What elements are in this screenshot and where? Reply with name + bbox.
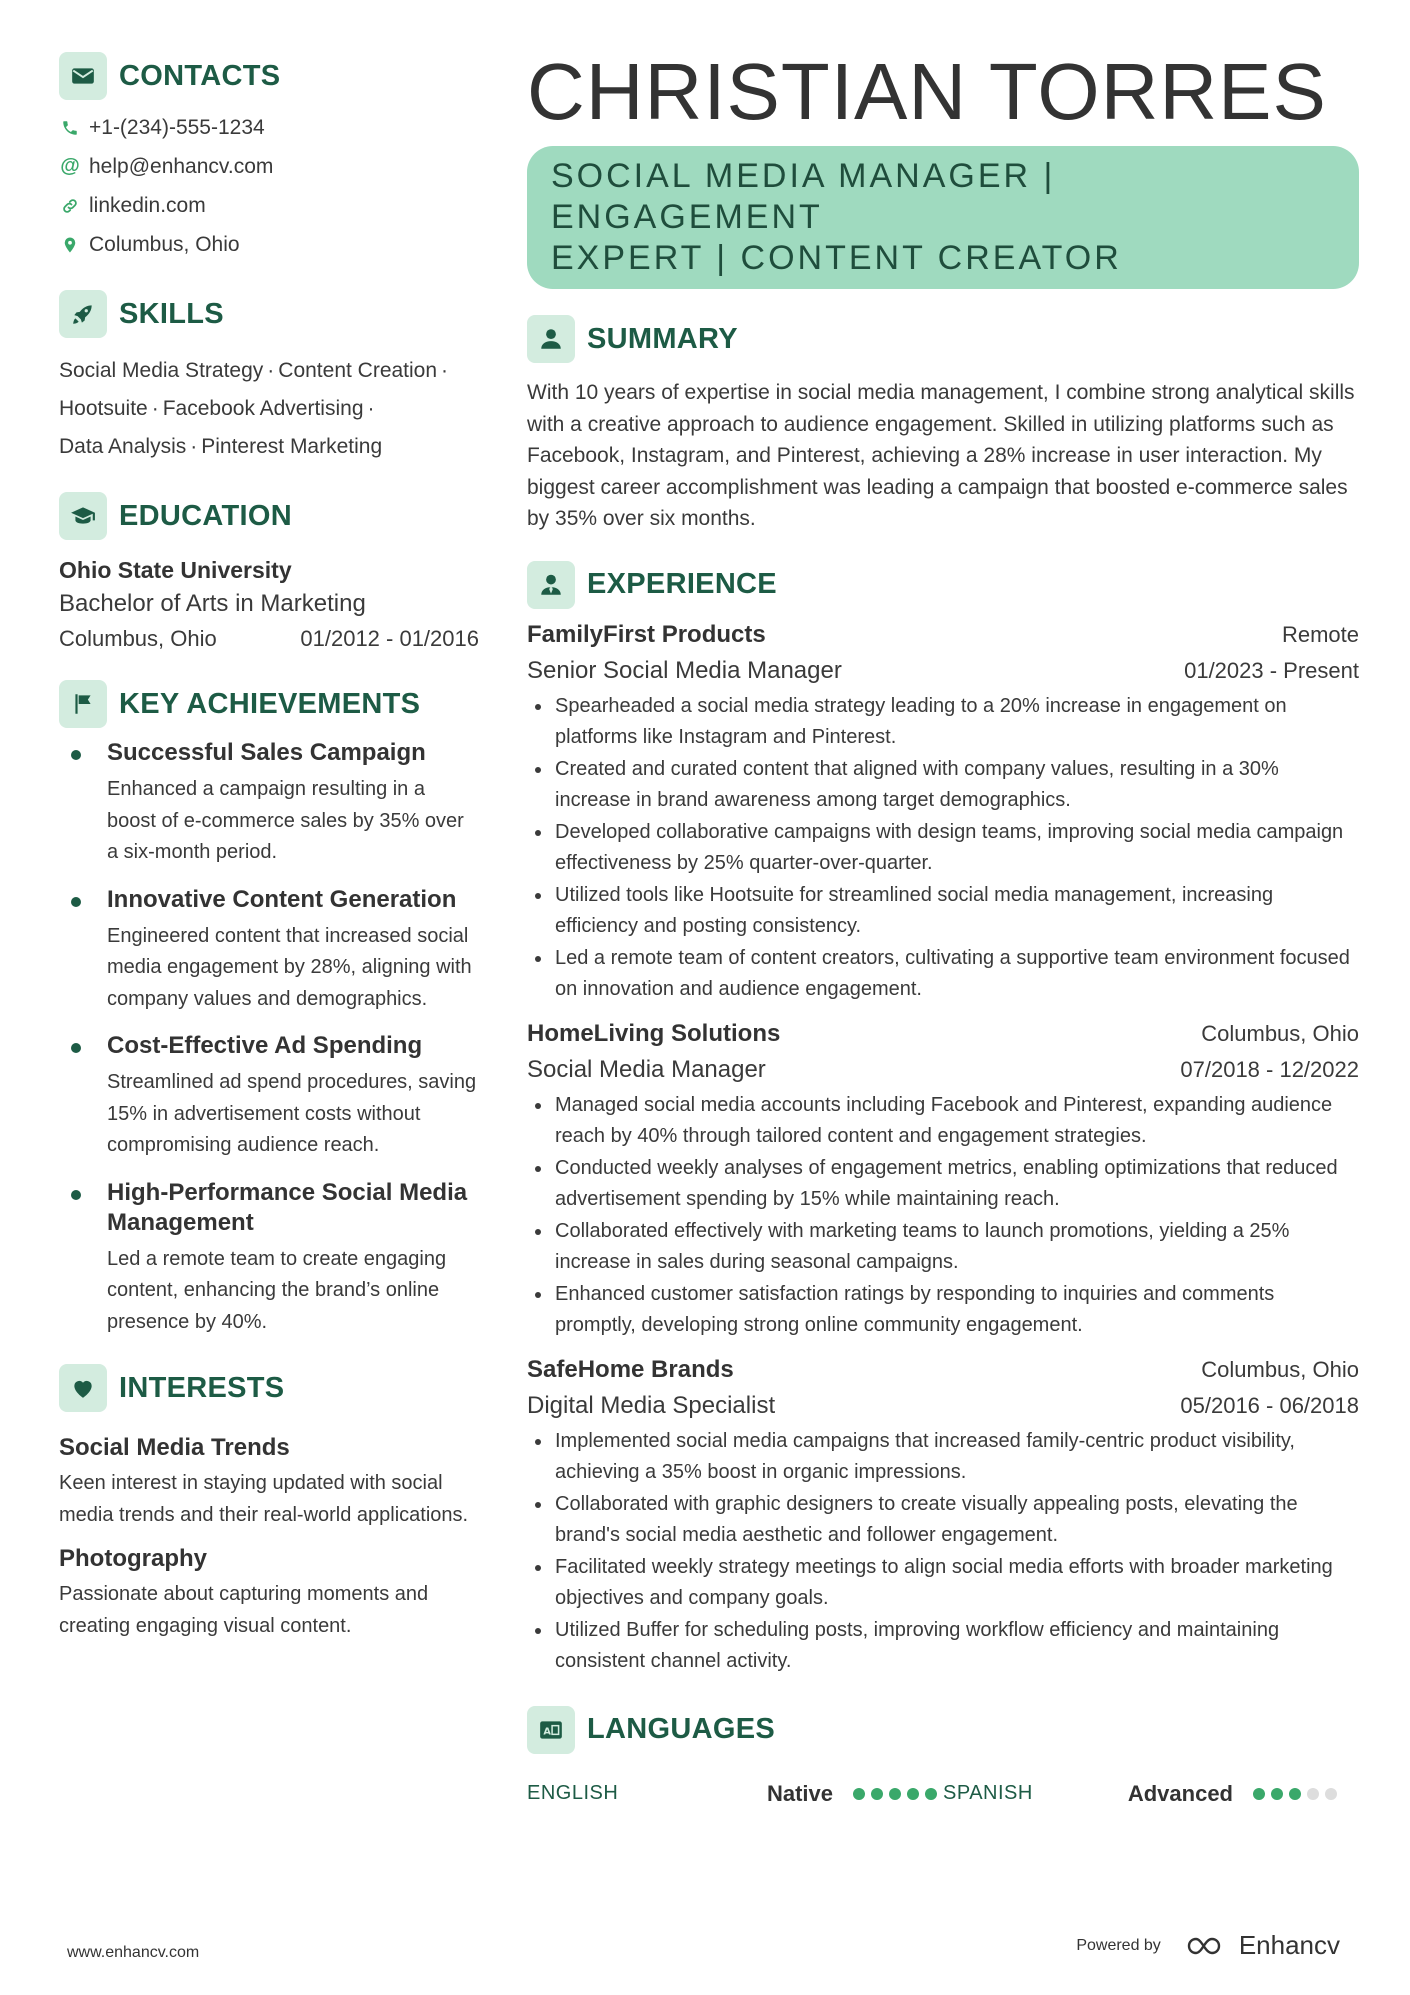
summary-text: With 10 years of expertise in social media management, I combine strong analytical skills with a creative approach to audience engagement. Skilled in utilizing platforms such as Facebook, Instagram, and Pinterest, achieving a 28% increase in user interaction. My biggest career accomplishment was leading a campaign that boosted e-commerce sales by 35% over six months. bbox=[527, 381, 1355, 530]
interests-list bbox=[59, 1432, 479, 1642]
proficiency-dot bbox=[853, 1788, 865, 1800]
job-bullet: Utilized tools like Hootsuite for streamlined social media management, increasing efficiency and posting consistency. bbox=[527, 880, 1359, 943]
skill-item: Social Media Strategy bbox=[59, 359, 264, 382]
interest-item bbox=[59, 1543, 479, 1642]
interest-desc: Passionate about capturing moments and creating engaging visual content. bbox=[59, 1583, 429, 1637]
job-dates: 05/2016 - 06/2018 bbox=[1180, 1392, 1359, 1418]
svg-text:A: A bbox=[543, 1725, 551, 1737]
job-bullet: Spearheaded a social media strategy leading to a 20% increase in engagement on platforms like Instagram and Pinterest. bbox=[527, 691, 1359, 754]
job-bullets bbox=[527, 1426, 1359, 1678]
job-company: FamilyFirst Products bbox=[527, 620, 766, 648]
summary-header bbox=[527, 315, 1359, 363]
job-role: Senior Social Media Manager bbox=[527, 656, 842, 684]
rocket-icon bbox=[59, 290, 107, 338]
job-bullets bbox=[527, 1090, 1359, 1342]
proficiency-dot bbox=[871, 1788, 883, 1800]
title-banner bbox=[527, 146, 1359, 289]
proficiency-dot bbox=[907, 1788, 919, 1800]
footer-branding bbox=[1076, 1930, 1340, 1961]
job-subheader bbox=[527, 653, 1359, 689]
job-entry bbox=[527, 1352, 1359, 1678]
proficiency-dot bbox=[1307, 1788, 1319, 1800]
contacts-list bbox=[59, 108, 479, 264]
languages-header bbox=[527, 1706, 1359, 1754]
footer-website[interactable]: www.enhancv.com bbox=[67, 1944, 200, 1961]
skills-header bbox=[59, 290, 479, 338]
skills-line: Data Analysis · Pinterest Marketing bbox=[59, 435, 383, 458]
graduation-cap-icon bbox=[59, 492, 107, 540]
achievement-desc: Enhanced a campaign resulting in a boost of e-commerce sales by 35% over a six-month period. bbox=[107, 778, 464, 863]
section-title: EXPERIENCE bbox=[587, 568, 777, 600]
job-bullet: Facilitated weekly strategy meetings to align social media efforts with broader marketing objectives and company goals. bbox=[527, 1552, 1359, 1615]
skill-item: Data Analysis bbox=[59, 435, 187, 458]
achievements-list bbox=[59, 738, 479, 1338]
location-text: Columbus, Ohio bbox=[89, 232, 240, 256]
skill-item: Content Creation bbox=[278, 359, 438, 382]
proficiency-dot bbox=[1253, 1788, 1265, 1800]
section-title: SKILLS bbox=[119, 297, 224, 330]
skill-item: Hootsuite bbox=[59, 397, 148, 420]
achievement-desc: Streamlined ad spend procedures, saving 15% in advertisement costs without compromising audience reach. bbox=[107, 1071, 477, 1156]
skill-item: Facebook Advertising bbox=[162, 397, 364, 420]
language-item bbox=[527, 1781, 943, 1807]
job-company: HomeLiving Solutions bbox=[527, 1019, 781, 1047]
achievement-title: High-Performance Social Media Management bbox=[107, 1178, 468, 1236]
achievement-desc: Engineered content that increased social media engagement by 28%, aligning with company values and demographics. bbox=[107, 924, 472, 1010]
powered-by-text: Powered by bbox=[1076, 1936, 1161, 1954]
language-item bbox=[943, 1781, 1359, 1807]
title-line: EXPERT | CONTENT CREATOR bbox=[551, 239, 1122, 277]
achievements-header bbox=[59, 680, 479, 728]
language-icon bbox=[527, 1706, 575, 1754]
job-subheader bbox=[527, 1388, 1359, 1424]
language-level: Native bbox=[766, 1780, 833, 1806]
job-bullet: Managed social media accounts including Facebook and Pinterest, expanding audience reach by 40% through tailored content and engagement strategies. bbox=[527, 1090, 1359, 1153]
proficiency-dots bbox=[1253, 1788, 1343, 1800]
email-text: help@enhancv.com bbox=[89, 154, 274, 178]
achievement-item bbox=[59, 1178, 479, 1339]
contacts-header bbox=[59, 52, 479, 100]
interest-title: Photography bbox=[59, 1545, 207, 1572]
job-bullet: Collaborated effectively with marketing teams to launch promotions, yielding a 25% increase in sales during seasonal campaigns. bbox=[527, 1216, 1359, 1279]
interests-header bbox=[59, 1364, 479, 1412]
achievement-item bbox=[59, 885, 479, 1016]
job-bullet: Developed collaborative campaigns with design teams, improving social media campaign effectiveness by 25% quarter-over-quarter. bbox=[527, 817, 1359, 880]
phone-icon bbox=[59, 117, 81, 139]
job-dates: 01/2023 - Present bbox=[1184, 657, 1359, 683]
education-degree: Bachelor of Arts in Marketing bbox=[59, 590, 366, 617]
section-title: INTERESTS bbox=[119, 1371, 285, 1404]
language-level: Advanced bbox=[1127, 1780, 1233, 1806]
education-dates: 01/2012 - 01/2016 bbox=[300, 626, 479, 651]
education-location: Columbus, Ohio bbox=[59, 626, 217, 651]
contact-linkedin[interactable] bbox=[59, 186, 479, 225]
brand-name: Enhancv bbox=[1238, 1930, 1340, 1960]
job-header bbox=[527, 1016, 1359, 1052]
contact-location bbox=[59, 225, 479, 264]
interest-desc: Keen interest in staying updated with social media trends and their real-world applications. bbox=[59, 1472, 469, 1526]
bullet-dot bbox=[71, 897, 81, 907]
bullet-dot bbox=[71, 1190, 81, 1200]
proficiency-dot bbox=[1271, 1788, 1283, 1800]
achievement-item bbox=[59, 738, 479, 869]
section-title: SUMMARY bbox=[587, 322, 738, 355]
left-column bbox=[59, 52, 479, 1642]
job-bullet: Enhanced customer satisfaction ratings by responding to inquiries and comments promptly, developing strong online community engagement. bbox=[527, 1279, 1359, 1342]
experience-header bbox=[527, 561, 1359, 609]
education-school: Ohio State University bbox=[59, 557, 292, 583]
user-tie-icon bbox=[527, 561, 575, 609]
job-subheader bbox=[527, 1052, 1359, 1088]
right-column bbox=[527, 47, 1359, 1814]
achievement-desc: Led a remote team to create engaging content, enhancing the brand’s online presence by 40%. bbox=[107, 1247, 447, 1333]
proficiency-dot bbox=[1325, 1788, 1337, 1800]
job-bullet: Utilized Buffer for scheduling posts, improving workflow efficiency and maintaining consistent channel activity. bbox=[527, 1615, 1359, 1678]
phone-text: +1-(234)-555-1234 bbox=[89, 115, 265, 139]
achievement-title: Cost-Effective Ad Spending bbox=[107, 1032, 423, 1059]
language-name: SPANISH bbox=[943, 1782, 1033, 1804]
section-title: EDUCATION bbox=[119, 499, 292, 532]
languages-list bbox=[527, 1774, 1359, 1814]
heart-icon bbox=[59, 1364, 107, 1412]
section-title: CONTACTS bbox=[119, 59, 281, 92]
user-icon bbox=[527, 315, 575, 363]
bullet-dot bbox=[71, 1043, 81, 1053]
proficiency-dot bbox=[925, 1788, 937, 1800]
job-bullets bbox=[527, 691, 1359, 1006]
candidate-name: CHRISTIAN TORRES bbox=[527, 47, 1327, 136]
education-header bbox=[59, 492, 479, 540]
education-meta bbox=[59, 622, 479, 656]
brand-logo[interactable] bbox=[1185, 1930, 1340, 1961]
enhancv-logo-icon bbox=[1185, 1933, 1231, 1959]
skills-line: Social Media Strategy · Content Creation · bbox=[59, 359, 449, 382]
job-role: Digital Media Specialist bbox=[527, 1391, 776, 1419]
section-title: LANGUAGES bbox=[587, 1713, 775, 1745]
section-title: KEY ACHIEVEMENTS bbox=[119, 687, 421, 720]
bullet-dot bbox=[71, 750, 81, 760]
job-location: Remote bbox=[1281, 621, 1359, 647]
skills-line: Hootsuite · Facebook Advertising · bbox=[59, 397, 375, 420]
interest-title: Social Media Trends bbox=[59, 1434, 290, 1461]
flag-icon bbox=[59, 680, 107, 728]
job-bullet: Created and curated content that aligned with company values, resulting in a 30% increase in brand awareness among target demographics. bbox=[527, 754, 1359, 817]
job-entry bbox=[527, 617, 1359, 1006]
job-bullet: Implemented social media campaigns that increased family-centric product visibility, achieving a 35% boost in organic impressions. bbox=[527, 1426, 1359, 1489]
job-bullet: Conducted weekly analyses of engagement metrics, enabling optimizations that reduced advertisement spending by 15% while maintaining reach. bbox=[527, 1153, 1359, 1216]
interest-item bbox=[59, 1432, 479, 1531]
job-dates: 07/2018 - 12/2022 bbox=[1180, 1056, 1359, 1082]
title-line: SOCIAL MEDIA MANAGER | ENGAGEMENT bbox=[551, 157, 1056, 236]
map-pin-icon bbox=[59, 234, 81, 256]
job-header bbox=[527, 617, 1359, 653]
job-bullet: Led a remote team of content creators, cultivating a supportive team environment focused on innovation and audience engagement. bbox=[527, 943, 1359, 1006]
job-header bbox=[527, 1352, 1359, 1388]
job-location: Columbus, Ohio bbox=[1201, 1356, 1359, 1382]
job-entry bbox=[527, 1016, 1359, 1342]
achievement-title: Successful Sales Campaign bbox=[107, 739, 426, 766]
contact-phone bbox=[59, 108, 479, 147]
at-icon: @ bbox=[60, 155, 80, 177]
contact-email[interactable] bbox=[59, 147, 479, 186]
proficiency-dot bbox=[889, 1788, 901, 1800]
proficiency-dots bbox=[853, 1788, 943, 1800]
skills-list bbox=[59, 352, 479, 466]
achievement-item bbox=[59, 1031, 479, 1162]
envelope-icon bbox=[59, 52, 107, 100]
achievement-title: Innovative Content Generation bbox=[107, 885, 457, 913]
link-icon bbox=[59, 195, 81, 217]
job-location: Columbus, Ohio bbox=[1201, 1020, 1359, 1046]
skill-item: Pinterest Marketing bbox=[201, 435, 383, 458]
job-role: Social Media Manager bbox=[527, 1055, 766, 1083]
proficiency-dot bbox=[1289, 1788, 1301, 1800]
job-bullet: Collaborated with graphic designers to create visually appealing posts, elevating the brand's social media aesthetic and follower engagement. bbox=[527, 1489, 1359, 1552]
job-company: SafeHome Brands bbox=[527, 1355, 734, 1383]
linkedin-text: linkedin.com bbox=[89, 193, 206, 217]
language-name: ENGLISH bbox=[527, 1782, 619, 1804]
